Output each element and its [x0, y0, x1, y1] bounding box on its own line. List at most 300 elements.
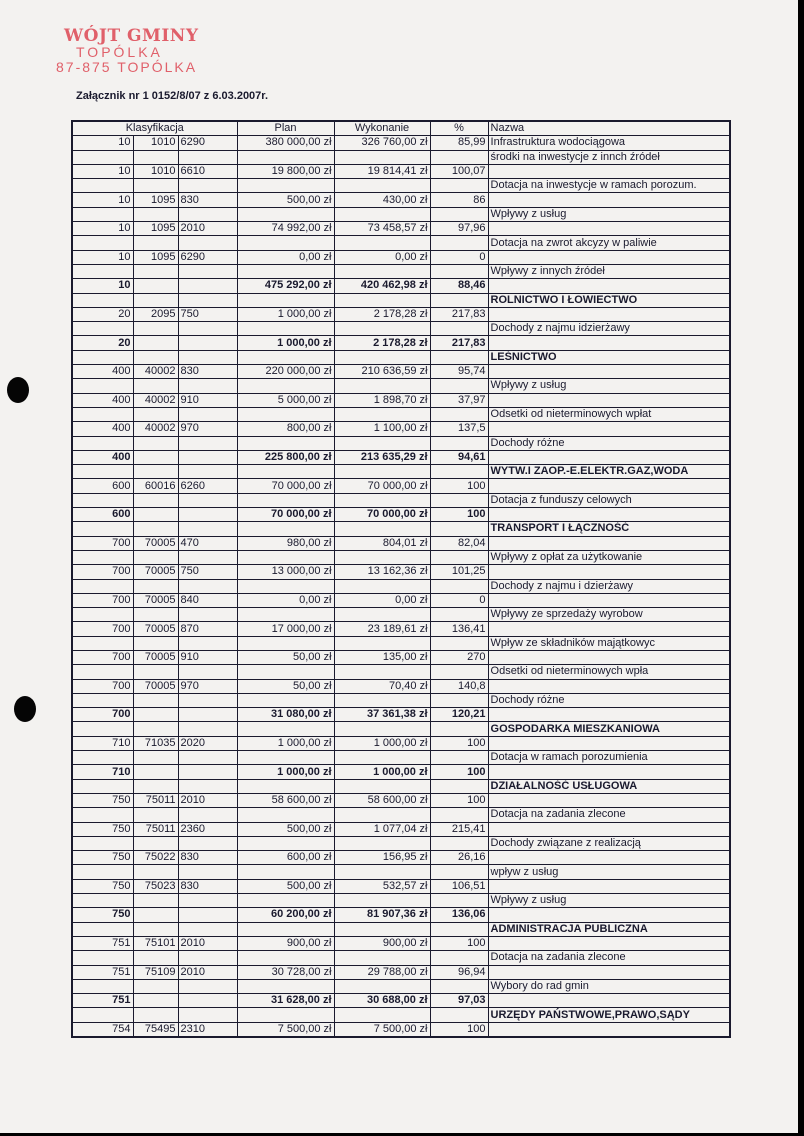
cell-plan: [237, 922, 334, 936]
cell-percent: 270: [430, 650, 488, 664]
cell-plan: 17 000,00 zł: [237, 622, 334, 636]
cell-paragraf: [178, 336, 237, 350]
cell-percent: 100: [430, 508, 488, 522]
cell-dzial: 750: [72, 793, 133, 807]
cell-dzial: [72, 865, 133, 879]
cell-percent: [430, 665, 488, 679]
cell-paragraf: [178, 908, 237, 922]
cell-paragraf: [178, 522, 237, 536]
cell-rozdzial: 75022: [133, 851, 178, 865]
cell-rozdzial: 75011: [133, 793, 178, 807]
table-row: [72, 365, 730, 379]
cell-nazwa: [488, 593, 730, 607]
cell-wykonanie: [334, 264, 430, 278]
cell-dzial: 710: [72, 736, 133, 750]
cell-nazwa: Wpływy z usług: [488, 207, 730, 221]
cell-percent: 96,94: [430, 965, 488, 979]
cell-plan: 13 000,00 zł: [237, 565, 334, 579]
cell-paragraf: 750: [178, 307, 237, 321]
cell-wykonanie: 30 688,00 zł: [334, 994, 430, 1008]
header-wykonanie: Wykonanie: [334, 121, 430, 136]
cell-rozdzial: 60016: [133, 479, 178, 493]
cell-plan: 74 992,00 zł: [237, 222, 334, 236]
cell-paragraf: 2010: [178, 222, 237, 236]
table-row: [72, 322, 730, 336]
table-row: [72, 679, 730, 693]
cell-paragraf: [178, 994, 237, 1008]
cell-percent: 136,41: [430, 622, 488, 636]
header-nazwa: Nazwa: [488, 121, 730, 136]
cell-wykonanie: [334, 465, 430, 479]
table-row: [72, 164, 730, 178]
cell-nazwa: [488, 650, 730, 664]
cell-rozdzial: 70005: [133, 565, 178, 579]
cell-rozdzial: [133, 350, 178, 364]
cell-wykonanie: [334, 865, 430, 879]
cell-plan: [237, 722, 334, 736]
cell-rozdzial: [133, 293, 178, 307]
table-row: [72, 1022, 730, 1037]
cell-nazwa: Dotacja na zwrot akcyzy w paliwie: [488, 236, 730, 250]
cell-dzial: [72, 979, 133, 993]
cell-plan: 500,00 zł: [237, 193, 334, 207]
cell-dzial: [72, 579, 133, 593]
cell-nazwa: Wpływy z opłat za użytkowanie: [488, 550, 730, 564]
cell-percent: [430, 350, 488, 364]
cell-wykonanie: 19 814,41 zł: [334, 164, 430, 178]
cell-dzial: 400: [72, 422, 133, 436]
cell-nazwa: ADMINISTRACJA PUBLICZNA: [488, 922, 730, 936]
table-row: [72, 793, 730, 807]
cell-percent: [430, 979, 488, 993]
cell-nazwa: Wybory do rad gmin: [488, 979, 730, 993]
cell-dzial: [72, 550, 133, 564]
table-row: [72, 350, 730, 364]
cell-rozdzial: [133, 450, 178, 464]
cell-plan: 60 200,00 zł: [237, 908, 334, 922]
cell-paragraf: [178, 751, 237, 765]
cell-plan: [237, 407, 334, 421]
table-row: [72, 650, 730, 664]
cell-paragraf: 910: [178, 650, 237, 664]
cell-paragraf: [178, 293, 237, 307]
cell-paragraf: 2310: [178, 1022, 237, 1037]
cell-paragraf: 6290: [178, 250, 237, 264]
cell-nazwa: [488, 793, 730, 807]
cell-nazwa: Infrastruktura wodociągowa: [488, 136, 730, 150]
table-row: [72, 150, 730, 164]
table-row: [72, 465, 730, 479]
cell-plan: [237, 979, 334, 993]
cell-paragraf: [178, 465, 237, 479]
cell-dzial: 600: [72, 479, 133, 493]
cell-wykonanie: 70 000,00 zł: [334, 508, 430, 522]
cell-paragraf: 2010: [178, 793, 237, 807]
cell-percent: 101,25: [430, 565, 488, 579]
cell-paragraf: [178, 379, 237, 393]
cell-plan: [237, 665, 334, 679]
cell-dzial: [72, 665, 133, 679]
cell-plan: 19 800,00 zł: [237, 164, 334, 178]
cell-paragraf: 840: [178, 593, 237, 607]
cell-wykonanie: 70 000,00 zł: [334, 479, 430, 493]
cell-rozdzial: [133, 150, 178, 164]
cell-wykonanie: 70,40 zł: [334, 679, 430, 693]
cell-percent: [430, 236, 488, 250]
cell-paragraf: [178, 407, 237, 421]
cell-plan: [237, 1008, 334, 1022]
cell-nazwa: Odsetki od nieterminowych wpła: [488, 665, 730, 679]
cell-rozdzial: [133, 407, 178, 421]
cell-wykonanie: [334, 207, 430, 221]
cell-rozdzial: 70005: [133, 593, 178, 607]
cell-paragraf: [178, 636, 237, 650]
cell-percent: 82,04: [430, 536, 488, 550]
table-row: [72, 236, 730, 250]
cell-rozdzial: 1095: [133, 250, 178, 264]
cell-wykonanie: 135,00 zł: [334, 650, 430, 664]
cell-nazwa: Dotacja na zadania zlecone: [488, 951, 730, 965]
cell-percent: [430, 951, 488, 965]
cell-rozdzial: 1095: [133, 222, 178, 236]
cell-wykonanie: 81 907,36 zł: [334, 908, 430, 922]
cell-dzial: [72, 608, 133, 622]
cell-dzial: 751: [72, 936, 133, 950]
cell-rozdzial: 75011: [133, 822, 178, 836]
cell-paragraf: 470: [178, 536, 237, 550]
cell-paragraf: [178, 450, 237, 464]
cell-wykonanie: 210 636,59 zł: [334, 365, 430, 379]
cell-plan: 0,00 zł: [237, 593, 334, 607]
cell-paragraf: 2010: [178, 965, 237, 979]
cell-wykonanie: 420 462,98 zł: [334, 279, 430, 293]
cell-wykonanie: [334, 350, 430, 364]
cell-wykonanie: [334, 550, 430, 564]
cell-paragraf: [178, 693, 237, 707]
table-row: [72, 593, 730, 607]
cell-rozdzial: [133, 322, 178, 336]
cell-dzial: [72, 636, 133, 650]
cell-wykonanie: 23 189,61 zł: [334, 622, 430, 636]
cell-plan: 500,00 zł: [237, 879, 334, 893]
table-row-total: [72, 450, 730, 464]
cell-dzial: [72, 1008, 133, 1022]
table-row: [72, 636, 730, 650]
cell-rozdzial: [133, 264, 178, 278]
cell-plan: 31 628,00 zł: [237, 994, 334, 1008]
cell-rozdzial: 40002: [133, 422, 178, 436]
table-row-total: [72, 708, 730, 722]
cell-nazwa: Dotacja na inwestycje w ramach porozum.: [488, 179, 730, 193]
cell-paragraf: 6290: [178, 136, 237, 150]
cell-rozdzial: 1010: [133, 136, 178, 150]
cell-paragraf: [178, 350, 237, 364]
table-row: [72, 436, 730, 450]
table-row: [72, 222, 730, 236]
cell-rozdzial: 70005: [133, 650, 178, 664]
cell-wykonanie: [334, 979, 430, 993]
cell-nazwa: [488, 708, 730, 722]
cell-paragraf: [178, 1008, 237, 1022]
cell-rozdzial: [133, 765, 178, 779]
cell-dzial: [72, 751, 133, 765]
cell-wykonanie: 532,57 zł: [334, 879, 430, 893]
cell-dzial: [72, 379, 133, 393]
cell-plan: [237, 751, 334, 765]
cell-rozdzial: [133, 336, 178, 350]
cell-rozdzial: [133, 722, 178, 736]
cell-wykonanie: [334, 407, 430, 421]
table-row-total: [72, 908, 730, 922]
cell-rozdzial: [133, 636, 178, 650]
stamp-line-3: 87-875 TOPÓLKA: [56, 59, 198, 75]
cell-plan: [237, 436, 334, 450]
cell-percent: 0: [430, 250, 488, 264]
cell-dzial: [72, 293, 133, 307]
cell-paragraf: 6610: [178, 164, 237, 178]
cell-wykonanie: 213 635,29 zł: [334, 450, 430, 464]
cell-plan: 50,00 zł: [237, 650, 334, 664]
cell-percent: [430, 407, 488, 421]
cell-percent: 100: [430, 736, 488, 750]
cell-rozdzial: [133, 236, 178, 250]
cell-percent: 100: [430, 479, 488, 493]
cell-percent: 86: [430, 193, 488, 207]
cell-dzial: [72, 150, 133, 164]
cell-plan: [237, 493, 334, 507]
cell-dzial: 700: [72, 565, 133, 579]
cell-wykonanie: [334, 579, 430, 593]
cell-wykonanie: 73 458,57 zł: [334, 222, 430, 236]
cell-rozdzial: 75101: [133, 936, 178, 950]
cell-paragraf: [178, 779, 237, 793]
cell-rozdzial: [133, 693, 178, 707]
cell-plan: 800,00 zł: [237, 422, 334, 436]
cell-plan: 1 000,00 zł: [237, 307, 334, 321]
cell-paragraf: [178, 865, 237, 879]
cell-nazwa: [488, 393, 730, 407]
table-row: [72, 879, 730, 893]
cell-rozdzial: 40002: [133, 393, 178, 407]
cell-wykonanie: [334, 779, 430, 793]
cell-rozdzial: [133, 922, 178, 936]
cell-dzial: 750: [72, 908, 133, 922]
table-row: [72, 379, 730, 393]
cell-paragraf: 830: [178, 365, 237, 379]
cell-wykonanie: [334, 493, 430, 507]
cell-dzial: [72, 493, 133, 507]
punch-hole-upper: [7, 377, 29, 403]
cell-wykonanie: [334, 693, 430, 707]
cell-plan: [237, 608, 334, 622]
cell-percent: [430, 436, 488, 450]
table-row: [72, 951, 730, 965]
table-row: [72, 579, 730, 593]
cell-percent: [430, 608, 488, 622]
cell-rozdzial: [133, 508, 178, 522]
cell-nazwa: [488, 450, 730, 464]
cell-rozdzial: [133, 865, 178, 879]
cell-paragraf: 830: [178, 879, 237, 893]
cell-rozdzial: 75109: [133, 965, 178, 979]
cell-paragraf: [178, 322, 237, 336]
cell-nazwa: [488, 994, 730, 1008]
cell-dzial: [72, 179, 133, 193]
cell-nazwa: Wpływy z usług: [488, 894, 730, 908]
cell-paragraf: [178, 236, 237, 250]
cell-plan: [237, 693, 334, 707]
table-row: [72, 393, 730, 407]
cell-percent: [430, 636, 488, 650]
table-row: [72, 822, 730, 836]
cell-paragraf: [178, 150, 237, 164]
cell-wykonanie: [334, 608, 430, 622]
cell-nazwa: [488, 193, 730, 207]
cell-wykonanie: 2 178,28 zł: [334, 336, 430, 350]
cell-nazwa: [488, 250, 730, 264]
cell-paragraf: 970: [178, 422, 237, 436]
cell-nazwa: środki na inwestycje z innch źródeł: [488, 150, 730, 164]
cell-wykonanie: 29 788,00 zł: [334, 965, 430, 979]
cell-plan: 600,00 zł: [237, 851, 334, 865]
attachment-title: Załącznik nr 1 0152/8/07 z 6.03.2007r.: [76, 90, 269, 102]
table-row: [72, 407, 730, 421]
table-row: [72, 979, 730, 993]
cell-nazwa: [488, 279, 730, 293]
cell-rozdzial: [133, 379, 178, 393]
cell-nazwa: [488, 565, 730, 579]
cell-wykonanie: 58 600,00 zł: [334, 793, 430, 807]
cell-percent: [430, 751, 488, 765]
table-row-total: [72, 765, 730, 779]
table-row: [72, 836, 730, 850]
table-row: [72, 250, 730, 264]
cell-dzial: 754: [72, 1022, 133, 1037]
cell-wykonanie: [334, 236, 430, 250]
table-row: [72, 1008, 730, 1022]
cell-percent: 140,8: [430, 679, 488, 693]
cell-percent: [430, 550, 488, 564]
table-row: [72, 136, 730, 150]
cell-rozdzial: [133, 465, 178, 479]
cell-nazwa: Dochody związane z realizacją: [488, 836, 730, 850]
table-row: [72, 965, 730, 979]
table-row: [72, 622, 730, 636]
cell-paragraf: [178, 508, 237, 522]
cell-paragraf: 970: [178, 679, 237, 693]
header-klasyfikacja: Klasyfikacja: [72, 121, 237, 136]
cell-plan: [237, 808, 334, 822]
cell-paragraf: [178, 579, 237, 593]
cell-wykonanie: 156,95 zł: [334, 851, 430, 865]
cell-dzial: 700: [72, 708, 133, 722]
cell-wykonanie: [334, 522, 430, 536]
table-body: [72, 136, 730, 1037]
table-row: [72, 479, 730, 493]
cell-wykonanie: [334, 922, 430, 936]
cell-wykonanie: [334, 636, 430, 650]
cell-percent: [430, 722, 488, 736]
cell-paragraf: 910: [178, 393, 237, 407]
cell-wykonanie: 0,00 zł: [334, 250, 430, 264]
cell-wykonanie: 13 162,36 zł: [334, 565, 430, 579]
cell-nazwa: GOSPODARKA MIESZKANIOWA: [488, 722, 730, 736]
table-row: [72, 293, 730, 307]
cell-rozdzial: 2095: [133, 307, 178, 321]
cell-wykonanie: [334, 293, 430, 307]
table-row: [72, 550, 730, 564]
cell-nazwa: Wpływy z innych źródeł: [488, 264, 730, 278]
cell-paragraf: [178, 264, 237, 278]
cell-dzial: 400: [72, 450, 133, 464]
table-row-total: [72, 994, 730, 1008]
cell-dzial: 751: [72, 994, 133, 1008]
cell-paragraf: 750: [178, 565, 237, 579]
header-row: [72, 121, 730, 136]
cell-wykonanie: [334, 436, 430, 450]
cell-dzial: [72, 436, 133, 450]
cell-dzial: [72, 465, 133, 479]
cell-plan: [237, 264, 334, 278]
cell-nazwa: [488, 765, 730, 779]
table-row: [72, 936, 730, 950]
cell-plan: 70 000,00 zł: [237, 479, 334, 493]
cell-paragraf: [178, 493, 237, 507]
cell-dzial: [72, 808, 133, 822]
cell-nazwa: [488, 164, 730, 178]
cell-dzial: [72, 693, 133, 707]
cell-nazwa: [488, 908, 730, 922]
cell-dzial: [72, 894, 133, 908]
cell-dzial: 700: [72, 679, 133, 693]
header-percent: %: [430, 121, 488, 136]
table-row: [72, 264, 730, 278]
cell-plan: [237, 207, 334, 221]
cell-plan: [237, 236, 334, 250]
cell-nazwa: Dotacja w ramach porozumienia: [488, 751, 730, 765]
cell-paragraf: [178, 550, 237, 564]
cell-rozdzial: [133, 908, 178, 922]
table-row-total: [72, 336, 730, 350]
cell-plan: [237, 550, 334, 564]
cell-rozdzial: [133, 207, 178, 221]
cell-wykonanie: [334, 322, 430, 336]
cell-nazwa: Wpływy ze sprzedaży wyrobow: [488, 608, 730, 622]
table-row: [72, 693, 730, 707]
cell-dzial: 700: [72, 622, 133, 636]
cell-paragraf: [178, 951, 237, 965]
cell-rozdzial: [133, 493, 178, 507]
cell-paragraf: [178, 207, 237, 221]
cell-paragraf: [178, 894, 237, 908]
cell-dzial: 700: [72, 650, 133, 664]
cell-rozdzial: [133, 436, 178, 450]
cell-wykonanie: [334, 751, 430, 765]
cell-wykonanie: 1 077,04 zł: [334, 822, 430, 836]
cell-nazwa: [488, 336, 730, 350]
cell-dzial: [72, 350, 133, 364]
cell-percent: [430, 207, 488, 221]
cell-wykonanie: 0,00 zł: [334, 593, 430, 607]
cell-nazwa: Dochody różne: [488, 693, 730, 707]
table-row: [72, 307, 730, 321]
cell-percent: 217,83: [430, 336, 488, 350]
header-plan: Plan: [237, 121, 334, 136]
cell-rozdzial: 1010: [133, 164, 178, 178]
cell-wykonanie: 1 100,00 zł: [334, 422, 430, 436]
cell-percent: [430, 894, 488, 908]
table-row: [72, 736, 730, 750]
